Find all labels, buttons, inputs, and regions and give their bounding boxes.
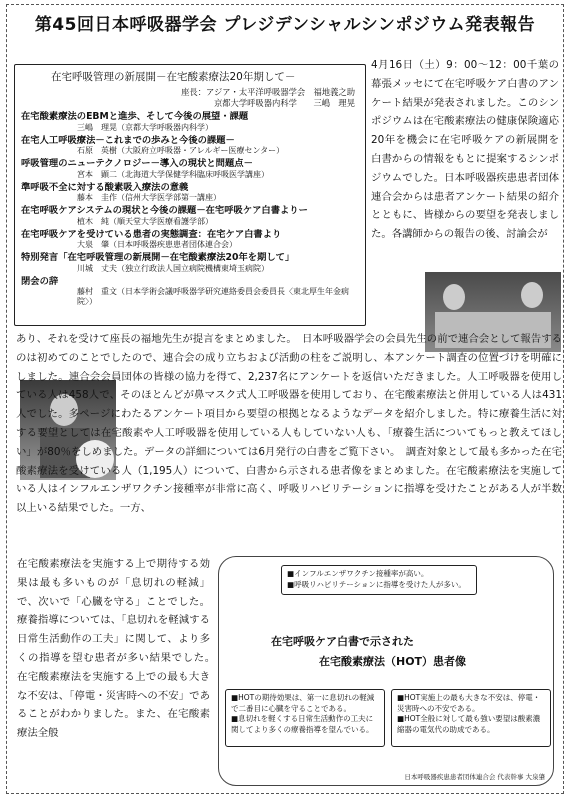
program-item-speaker: 宮本 顕二（北海道大学保健学科臨床呼吸医学講座）	[77, 169, 269, 179]
program-box	[14, 64, 366, 326]
program-item	[21, 276, 359, 308]
program-chair-1: 座長：アジア・太平洋呼吸器学会 福地義之助	[181, 87, 355, 97]
diagram-top-box	[281, 565, 477, 595]
program-item-speaker: 川城 丈夫（独立行政法人国立病院機構東埼玉病院）	[77, 263, 269, 273]
program-chair-2: 京都大学呼吸器内科学 三嶋 理晃	[213, 98, 355, 108]
program-item	[21, 252, 359, 274]
diagram-center-title: 在宅呼吸ケア白書で示された	[271, 635, 414, 648]
diagram-right-point: ■HOT全般に対して最も強い要望は酸素濃縮器の電気代の助成である。	[397, 714, 541, 734]
program-item	[21, 158, 359, 180]
program-item-title: 在宅呼吸ケアを受けている患者の実態調査：在宅ケア白書より	[21, 228, 282, 240]
report-paragraph: あり、それを受けて座長の福地先生が提言をまとめました。 日本呼吸器学会の会員先生の前で連合会として報告するのは初めてのことでしたので、連合会の成り立ちおよび活動の柱をご説明し、本アンケート調査の位置づけを明確にしました。連合会会員団体の皆様の協力を得て、2,237名にアンケートを返信いただきました。人工呼吸器を使用している人は458人で、そのほとんどが鼻マスク式人工呼吸器を使用しており、在宅酸素療法と併用している人は431人でした。多ページにわたるアンケート項目から要望の根拠となるようなデータを紹介しました。特に療養生活に対する要望としては在宅酸素や人工呼吸器を使用している人もしていない人も、「療養生活についてもっと教えてほしい」が80％をしめました。データの詳細については6月発行の白書をご覧下さい。 調査対象として最も多かった在宅酸素療法を受けている人（1,195人）について、白書から示される患者像をまとめました。在宅酸素療法を実施している人はインフルエンザワクチン接種率が非常に高く、呼吸リハビリテーションに指導を受けたことがある人が半数以上いる結果でした。一方、	[16, 333, 562, 515]
program-item	[21, 229, 359, 251]
diagram-left-point: ■息切れを軽くする日常生活動作の工夫に関してより多くの療養指導を望んでいる。	[231, 714, 374, 734]
diagram-top-point: ■呼吸リハビリテーションに指導を受けた人が多い。	[287, 579, 466, 589]
diagram-right-box	[391, 689, 551, 747]
diagram-left-point: ■HOTの期待効果は、第一に息切れの軽減で二番目に心臓を守ることである。	[231, 693, 375, 713]
program-item-title: 呼吸管理のニューテクノロジー－導入の現状と問題点－	[21, 158, 253, 169]
program-item	[21, 135, 359, 157]
program-item-speaker: 藤村 重文（日本学術会議呼吸器学研究連絡委員会委員長〈東北厚生年金病院〉）	[77, 287, 349, 306]
program-item-title: 閉会の辞	[21, 275, 59, 287]
program-item	[21, 182, 359, 204]
program-item-title: 特別発言「在宅呼吸管理の新展開－在宅酸素療法20年を期して」	[21, 252, 295, 263]
diagram-footer: 日本呼吸器疾患患者団体連合会 代表幹事 大泉肇	[404, 773, 545, 781]
program-item-title: 在宅呼吸ケアシステムの現状と今後の課題－在宅呼吸ケア白書よりー	[21, 205, 308, 216]
report-text	[16, 330, 562, 518]
program-item-title: 在宅酸素療法のEBMと進歩、そして今後の展望・課題	[21, 111, 249, 122]
program-title: 在宅呼吸管理の新展開－在宅酸素療法20年期して－	[51, 71, 296, 83]
program-item	[21, 205, 359, 227]
program-item-speaker: 大泉 肇（日本呼吸器疾患患者団体連合会）	[77, 240, 237, 249]
program-item	[21, 111, 359, 133]
program-item-title: 在宅人工呼吸療法－これまでの歩みと今後の課題－	[21, 134, 235, 146]
intro-text: 4月16日（土）9：00～12：00千葉の幕張メッセにて在宅呼吸ケア白書のアンケート結果が発表されました。このシンポジウムは在宅酸素療法の健康保険適応20年を機会に在宅呼吸ケアの新展開を白書からの情報をもとに提案するシンポジウムでした。日本呼吸器疾患患者団体連合会からは患者アンケート結果の紹介とともに、皆様からの要望を発表しました。各講師からの報告の後、討論会が	[371, 59, 559, 241]
diagram-top-point: ■インフルエンザワクチン接種率が高い。	[287, 569, 429, 578]
page-title: 第45回日本呼吸器学会 プレジデンシャルシンポジウム発表報告	[34, 15, 536, 35]
program-item-speaker: 石原 英樹（大阪府立呼吸器・アレルギー医療センター）	[77, 146, 285, 155]
program-item-speaker: 三嶋 理晃（京都大学呼吸器内科学）	[77, 122, 213, 132]
hot-patient-profile-diagram	[218, 556, 554, 786]
diagram-right-point: ■HOT実施上の最も大きな不安は、停電・災害時への不安である。	[397, 693, 541, 713]
diagram-center-subtitle: 在宅酸素療法（HOT）患者像	[319, 655, 467, 668]
program-item-speaker: 藤本 圭作（信州大学医学部第一講座）	[77, 193, 221, 202]
program-item-speaker: 植木 純（順天堂大学医療看護学部）	[77, 216, 213, 226]
diagram-left-box	[225, 689, 385, 747]
hot-findings-text: 在宅酸素療法を実施する上で期待する効果は最も多いものが「息切れの軽減」で、次いで「心臓を守る」ことでした。療養指導については、「息切れを軽減する日常生活動作の工夫」に関して、より多くの指導を望む患者が多い結果でした。 在宅酸素療法を実施する上での最も大きな不安は、「停電・災害時への不安」であることがわかりました。また、在宅酸素療法全般	[17, 558, 221, 740]
program-item-title: 準呼吸不全に対する酸素吸入療法の意義	[21, 181, 189, 193]
